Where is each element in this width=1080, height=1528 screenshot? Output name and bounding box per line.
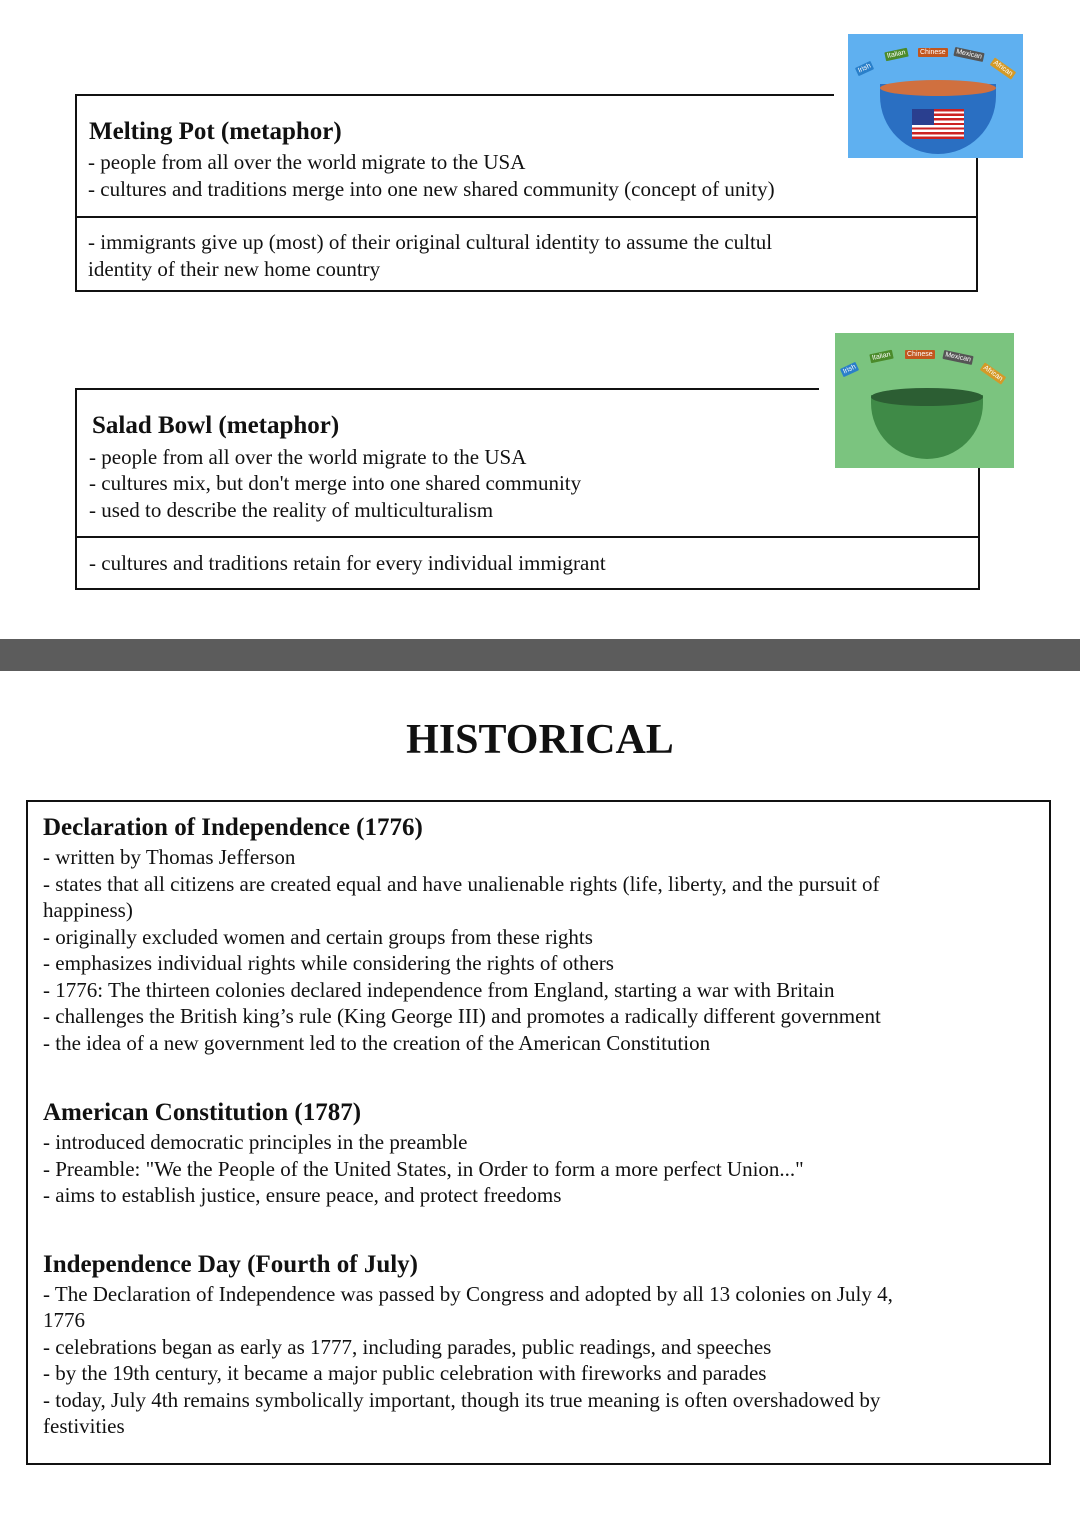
salad-bowl-point: - cultures mix, but don't merge into one shared community [89,471,582,495]
section-line: - 1776: The thirteen colonies declared independence from England, starting a war with Britain [43,977,835,1002]
section-title: Declaration of Independence (1776) [43,814,423,841]
historical-section [43,1249,1043,1440]
salad-bowl-point: - people from all over the world migrate to the USA [89,445,527,469]
salad-bowl-image [835,333,1014,468]
section-line: - The Declaration of Independence was passed by Congress and adopted by all 13 colonies on July 4, [43,1281,893,1306]
section-line: - the idea of a new government led to the creation of the American Constitution [43,1030,711,1055]
salad-bowl-point: - used to describe the reality of multiculturalism [89,498,494,522]
section-line: - introduced democratic principles in the preamble [43,1130,468,1154]
image-label: Chinese [907,351,933,358]
section-line: - today, July 4th remains symbolically important, though its true meaning is often overshadowed by [43,1387,881,1412]
image-label: Mexican [953,47,984,62]
section-line: - celebrations began as early as 1777, including parades, public readings, and speeches [43,1334,772,1359]
us-flag-icon [912,109,964,139]
salad-bowl-note: - cultures and traditions retain for every individual immigrant [89,551,606,575]
section-title: Independence Day (Fourth of July) [43,1250,419,1278]
historical-section [43,812,1043,1056]
section-line: - written by Thomas Jefferson [43,845,296,869]
image-label: Italian [869,350,893,364]
section-divider [0,639,1080,671]
melting-pot-point: - people from all over the world migrate to the USA [88,150,526,174]
melting-pot-note: - immigrants give up (most) of their original cultural identity to assume the cultul [88,230,773,254]
section-line: - emphasizes individual rights while considering the rights of others [43,951,614,975]
section-line: - aims to establish justice, ensure peace, and protect freedoms [43,1183,562,1207]
melting-pot-point: - cultures and traditions merge into one new shared community (concept of unity) [88,177,775,201]
section-line: - states that all citizens are created equal and have unalienable rights (life, liberty, and the pursuit of [43,871,880,896]
image-label: African [990,57,1016,79]
historical-section [43,1097,1043,1209]
section-title: American Constitution (1787) [43,1099,362,1126]
image-label: Chinese [920,49,946,56]
melting-pot-image [848,34,1023,158]
image-label: Irish [855,61,874,76]
melting-pot-title: Melting Pot (metaphor) [89,118,342,145]
section-line: - by the 19th century, it became a major public celebration with fireworks and parades [43,1361,767,1385]
image-label: African [980,362,1006,384]
image-label: Italian [884,48,908,62]
melting-pot-note: identity of their new home country [88,257,381,281]
section-line: - Preamble: "We the People of the United States, in Order to form a more perfect Union..." [43,1156,804,1181]
image-label: Irish [840,362,859,377]
salad-bowl-title: Salad Bowl (metaphor) [92,412,340,439]
section-line: 1776 [43,1308,85,1332]
historical-content [43,812,1043,1440]
image-label: Mexican [942,350,973,365]
section-line: happiness) [43,898,133,922]
section-line: festivities [43,1414,125,1438]
historical-heading: HISTORICAL [406,717,674,763]
section-line: - challenges the British king’s rule (King George III) and promotes a radically different government [43,1004,881,1028]
section-line: - originally excluded women and certain groups from these rights [43,924,593,949]
